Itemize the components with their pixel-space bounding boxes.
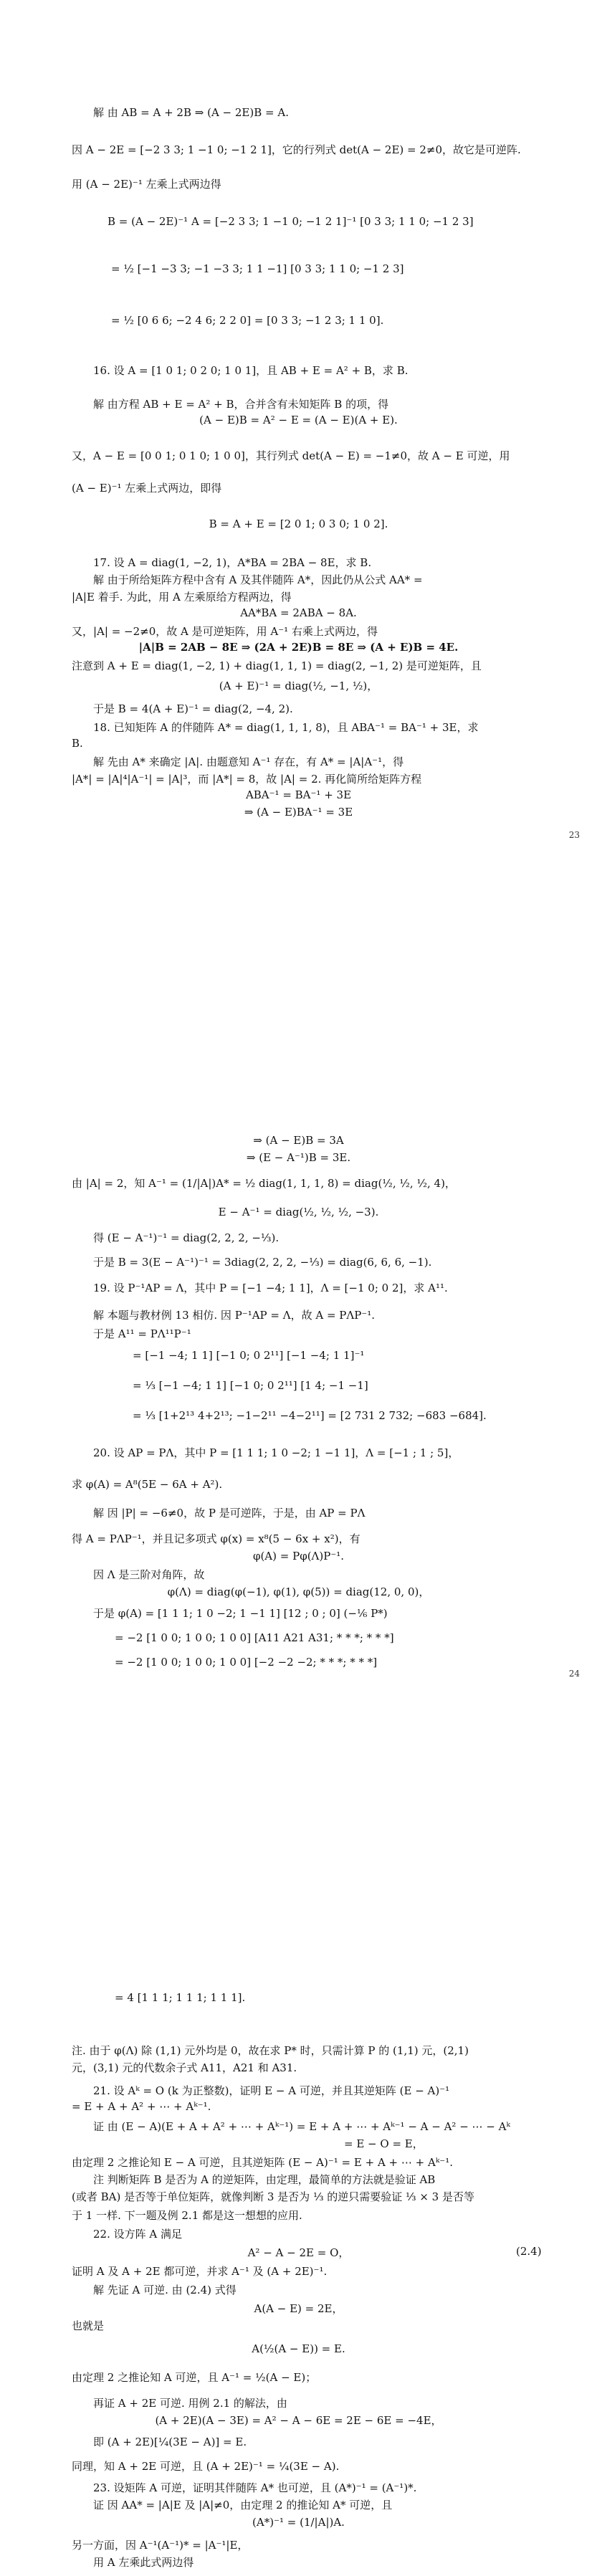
text-line: (A − E)⁻¹ 左乘上式两边，即得	[72, 482, 222, 495]
page-3	[0, 1684, 597, 2576]
text-line: = 4 [1 1 1; 1 1 1; 1 1 1].	[115, 1991, 246, 2004]
equation: E − A⁻¹ = diag(½, ½, ½, −3).	[218, 1206, 379, 1218]
text-line: 解 先由 A* 来确定 |A|. 由题意知 A⁻¹ 存在，有 A* = |A|A⁻¹，得	[93, 755, 404, 768]
text-line: 21. 设 Aᵏ = O (k 为正整数)，证明 E − A 可逆，并且其逆矩阵 (E − A)⁻¹	[93, 2084, 450, 2097]
text-line: 由 |A| = 2，知 A⁻¹ = (1/|A|)A* = ½ diag(1, 1, 1, 8) = diag(½, ½, ½, 4)，	[72, 1177, 456, 1190]
equation: φ(A) = Pφ(Λ)P⁻¹.	[252, 1550, 345, 1563]
text-line: 因 Λ 是三阶对角阵，故	[93, 1568, 205, 1581]
text-line: 于 1 一样. 下一题及例 2.1 都是这一想想的应用.	[72, 2209, 302, 2222]
text-line: 由定理 2 之推论知 A 可逆，且 A⁻¹ = ½(A − E)；	[72, 2371, 317, 2384]
text-line: = −2 [1 0 0; 1 0 0; 1 0 0] [−2 −2 −2; * * *; * * *]	[115, 1656, 378, 1669]
equation: A(A − E) = 2E，	[254, 2302, 343, 2315]
equation: AA*BA = 2ABA − 8A.	[240, 606, 357, 619]
text-line: 18. 已知矩阵 A 的伴随阵 A* = diag(1, 1, 1, 8)，且 ABA⁻¹ = BA⁻¹ + 3E，求	[93, 721, 479, 734]
text-line: 另一方面，因 A⁻¹(A⁻¹)* = |A⁻¹|E，	[72, 2539, 249, 2552]
text-line: (或者 BA) 是否等于单位矩阵，就像判断 3 是否为 ⅓ 的逆只需要验证 ⅓ × 3 是否等	[72, 2190, 474, 2203]
text-line: 于是 A¹¹ = PΛ¹¹P⁻¹	[93, 1327, 191, 1340]
text-line: 又，A − E = [0 0 1; 0 1 0; 1 0 0]，其行列式 det(A − E) = −1≠0，故 A − E 可逆，用	[72, 449, 510, 462]
text-line: = E + A + A² + ⋯ + Aᵏ⁻¹.	[72, 2100, 211, 2113]
text-line: 即 (A + 2E)[¼(3E − A)] = E.	[93, 2436, 247, 2448]
text-line: 元，(3,1) 元的代数余子式 A11，A21 和 A31.	[72, 2061, 297, 2074]
text-line: B = (A − 2E)⁻¹ A = [−2 3 3; 1 −1 0; −1 2 1]⁻¹ [0 3 3; 1 1 0; −1 2 3]	[108, 215, 474, 228]
text-line: 再证 A + 2E 可逆. 用例 2.1 的解法，由	[93, 2397, 287, 2410]
text-line: 同理，知 A + 2E 可逆，且 (A + 2E)⁻¹ = ¼(3E − A).	[72, 2460, 340, 2473]
equation: ⇒ (A − E)B = 3A	[253, 1134, 344, 1147]
equation: A² − A − 2E = O，	[247, 2246, 350, 2259]
text-line: 解 由 AB = A + 2B ⇒ (A − 2E)B = A.	[93, 106, 289, 119]
text-line: 由定理 2 之推论知 E − A 可逆，且其逆矩阵 (E − A)⁻¹ = E + A + ⋯ + Aᵏ⁻¹.	[72, 2156, 453, 2169]
text-line: 19. 设 P⁻¹AP = Λ，其中 P = [−1 −4; 1 1]，Λ = [−1 0; 0 2]，求 A¹¹.	[93, 1282, 448, 1294]
page-1	[0, 0, 597, 839]
text-line: 解 先证 A 可逆. 由 (2.4) 式得	[93, 2284, 237, 2296]
equation: φ(Λ) = diag(φ(−1), φ(1), φ(5)) = diag(12, 0, 0)，	[167, 1585, 430, 1598]
text-line: 于是 B = 4(A + E)⁻¹ = diag(2, −4, 2).	[93, 702, 293, 715]
text-line: 又，|A| = −2≠0，故 A 是可逆矩阵，用 A⁻¹ 右乘上式两边，得	[72, 625, 378, 638]
text-line: 解 由于所给矩阵方程中含有 A 及其伴随阵 A*，因此仍从公式 AA* =	[93, 573, 423, 586]
text-line: 用 (A − 2E)⁻¹ 左乘上式两边得	[72, 178, 221, 191]
text-line: B.	[72, 737, 83, 750]
equation: ABA⁻¹ = BA⁻¹ + 3E	[245, 788, 352, 801]
text-line: 20. 设 AP = PΛ，其中 P = [1 1 1; 1 0 −2; 1 −1 1]，Λ = [−1 ; 1 ; 5]，	[93, 1446, 459, 1459]
text-line: = ⅓ [1+2¹³ 4+2¹³; −1−2¹¹ −4−2¹¹] = [2 731 2 732; −683 −684].	[133, 1409, 487, 1422]
page-2	[0, 839, 597, 1684]
text-line: 22. 设方阵 A 满足	[93, 2228, 182, 2241]
equation: |A|B = 2AB − 8E ⇒ (2A + 2E)B = 8E ⇒ (A + E)B = 4E.	[138, 641, 459, 654]
text-line: 证 由 (E − A)(E + A + A² + ⋯ + Aᵏ⁻¹) = E + A + ⋯ + Aᵏ⁻¹ − A − A² − ⋯ − Aᵏ	[93, 2120, 510, 2133]
text-line: 解 由方程 AB + E = A² + B，合并含有未知矩阵 B 的项，得	[93, 398, 389, 411]
equation: (A + 2E)(A − 3E) = A² − A − 6E = 2E − 6E = −4E，	[155, 2414, 442, 2427]
text-line: 因 A − 2E = [−2 3 3; 1 −1 0; −1 2 1]，它的行列式 det(A − 2E) = 2≠0，故它是可逆阵.	[72, 143, 521, 156]
text-line: 注 判断矩阵 B 是否为 A 的逆矩阵，由定理，最简单的方法就是验证 AB	[93, 2173, 436, 2186]
text-line: |A*| = |A|⁴|A⁻¹| = |A|³，而 |A*| = 8，故 |A| = 2. 再化简所给矩阵方程	[72, 773, 422, 786]
text-line: = ⅓ [−1 −4; 1 1] [−1 0; 0 2¹¹] [1 4; −1 −1]	[133, 1379, 368, 1392]
text-line: |A|E 着手. 为此，用 A 左乘原给方程两边，得	[72, 591, 292, 604]
text-line: = −2 [1 0 0; 1 0 0; 1 0 0] [A11 A21 A31; * * *; * * *]	[115, 1631, 394, 1644]
equation: ⇒ (E − A⁻¹)B = 3E.	[246, 1151, 351, 1164]
equation: ⇒ (A − E)BA⁻¹ = 3E	[244, 806, 353, 819]
text-line: 也就是	[72, 2319, 105, 2332]
equation: (A + E)⁻¹ = diag(½, −1, ½)，	[219, 679, 378, 692]
text-line: 解 因 |P| = −6≠0，故 P 是可逆阵，于是，由 AP = PΛ	[93, 1507, 366, 1520]
equation: (A − E)B = A² − E = (A − E)(A + E).	[199, 414, 398, 426]
text-line: = ½ [−1 −3 3; −1 −3 3; 1 1 −1] [0 3 3; 1 1 0; −1 2 3]	[111, 262, 404, 275]
text-line: 求 φ(A) = A⁸(5E − 6A + A²).	[72, 1478, 223, 1491]
text-line: = E − O = E，	[344, 2137, 424, 2150]
page-number: 24	[568, 1669, 580, 1679]
text-line: 得 A = PΛP⁻¹，并且记多项式 φ(x) = x⁸(5 − 6x + x²)，有	[72, 1532, 360, 1545]
text-line: 解 本题与教材例 13 相仿. 因 P⁻¹AP = Λ，故 A = PΛP⁻¹.	[93, 1309, 376, 1322]
text-line: = [−1 −4; 1 1] [−1 0; 0 2¹¹] [−1 −4; 1 1]⁻¹	[133, 1349, 365, 1362]
text-line: 用 A 左乘此式两边得	[93, 2556, 194, 2569]
equation: (A*)⁻¹ = (1/|A|)A.	[252, 2516, 345, 2529]
text-line: 17. 设 A = diag(1, −2, 1)，A*BA = 2BA − 8E，求 B.	[93, 556, 372, 569]
equation-number: (2.4)	[516, 2245, 542, 2258]
text-line: 23. 设矩阵 A 可逆，证明其伴随阵 A* 也可逆，且 (A*)⁻¹ = (A⁻¹)*.	[93, 2481, 417, 2494]
text-line: 注. 由于 φ(Λ) 除 (1,1) 元外均是 0，故在求 P* 时，只需计算 P 的 (1,1) 元，(2,1)	[72, 2044, 469, 2057]
text-line: 于是 B = 3(E − A⁻¹)⁻¹ = 3diag(2, 2, 2, −⅓) = diag(6, 6, 6, −1).	[93, 1256, 432, 1269]
text-line: 证 因 AA* = |A|E 及 |A|≠0，由定理 2 的推论知 A* 可逆，且	[93, 2499, 393, 2511]
page-number: 23	[568, 830, 580, 840]
text-line: = ½ [0 6 6; −2 4 6; 2 2 0] = [0 3 3; −1 2 3; 1 1 0].	[111, 314, 384, 327]
text-line: 16. 设 A = [1 0 1; 0 2 0; 1 0 1]，且 AB + E = A² + B，求 B.	[93, 364, 409, 377]
text-line: 得 (E − A⁻¹)⁻¹ = diag(2, 2, 2, −⅓).	[93, 1231, 280, 1244]
equation: B = A + E = [2 0 1; 0 3 0; 1 0 2].	[209, 517, 388, 530]
text-line: 证明 A 及 A + 2E 都可逆，并求 A⁻¹ 及 (A + 2E)⁻¹.	[72, 2265, 328, 2278]
text-line: 注意到 A + E = diag(1, −2, 1) + diag(1, 1, 1) = diag(2, −1, 2) 是可逆矩阵，且	[72, 659, 482, 672]
equation: A(½(A − E)) = E.	[252, 2342, 345, 2355]
text-line: 于是 φ(A) = [1 1 1; 1 0 −2; 1 −1 1] [12 ; 0 ; 0] (−⅙ P*)	[93, 1607, 388, 1620]
